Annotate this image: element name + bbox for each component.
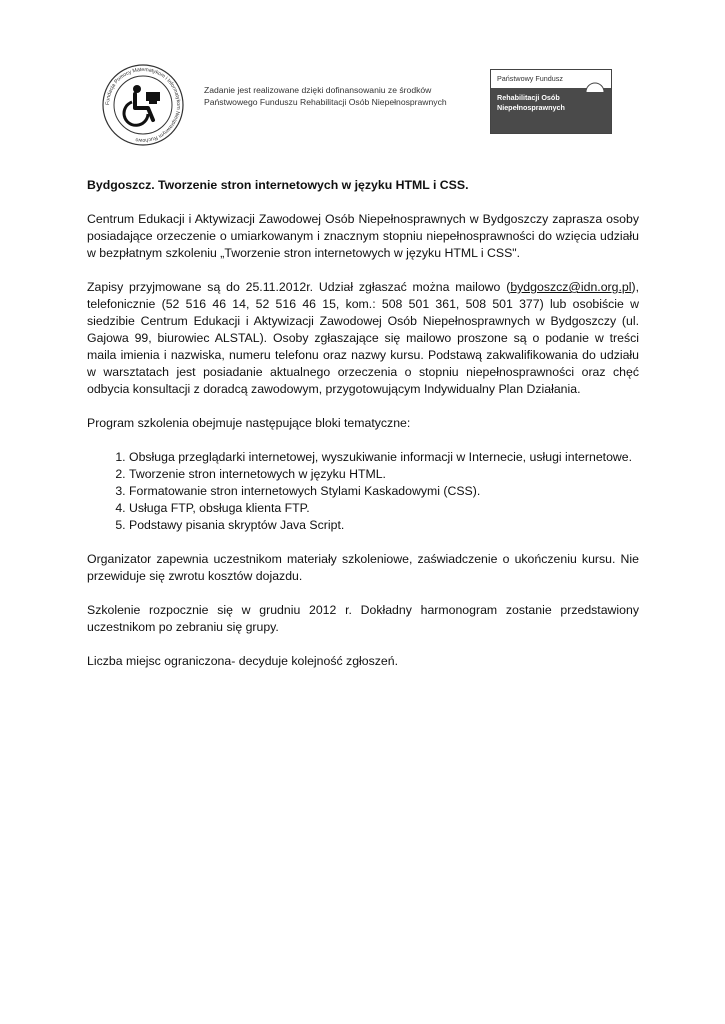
paragraph-seat-limit: Liczba miejsc ograniczona- decyduje kolejność zgłoszeń.	[87, 654, 399, 668]
paragraph-registration	[87, 279, 639, 398]
document-title: Bydgoszcz. Tworzenie stron internetowych w języku HTML i CSS.	[87, 178, 469, 192]
list-item: 4. Usługa FTP, obsługa klienta FTP.	[129, 500, 639, 517]
paragraph-materials: Organizator zapewnia uczestnikom materiały szkoleniowe, zaświadczenie o ukończeniu kursu. Nie przewiduje się zwrotu kosztów dojazdu.	[87, 552, 639, 583]
document-body	[87, 177, 639, 670]
pfron-logo-top-text: Państwowy Fundusz	[491, 70, 611, 88]
funding-note-line-1: Zadanie jest realizowane dzięki dofinansowaniu ze środków	[204, 85, 432, 95]
svg-text:Fundacja Pomocy Matematykom i	[105, 67, 181, 143]
document-header	[0, 0, 725, 150]
pfron-logo-line-2: Niepełnosprawnych	[497, 103, 565, 112]
paragraph-invitation: Centrum Edukacji i Aktywizacji Zawodowej Osób Niepełnosprawnych w Bydgoszczy zaprasza osoby posiadające orzeczenie o umiarkowanym i znacznym stopniu niepełnosprawności do wzięcia udziału w bezpłatnym szkoleniu „Tworzenie stron internetowych w języku HTML i CSS".	[87, 212, 639, 260]
email-link[interactable]: bydgoszcz@idn.org.pl	[510, 280, 632, 294]
foundation-logo-ring-text: Fundacja Pomocy Matematykom i Informatykom Niesprawnym Ruchowo	[104, 66, 182, 144]
paragraph-start-date: Szkolenie rozpocznie się w grudniu 2012 r. Dokładny harmonogram zostanie przedstawiony uczestnikom po zebraniu się grupy.	[87, 603, 639, 634]
program-intro: Program szkolenia obejmuje następujące bloki tematyczne:	[87, 416, 411, 430]
pfron-logo	[490, 69, 612, 134]
pfron-logo-line-1: Rehabilitacji Osób	[497, 93, 560, 102]
list-item: 5. Podstawy pisania skryptów Java Script.	[129, 517, 639, 534]
wheelchair-icon	[124, 85, 160, 125]
list-item: 3. Formatowanie stron internetowych Stylami Kaskadowymi (CSS).	[129, 483, 639, 500]
funding-note-line-2: Państwowego Funduszu Rehabilitacji Osób Niepełnosprawnych	[204, 97, 447, 107]
list-item: 1. Obsługa przeglądarki internetowej, wyszukiwanie informacji w Internecie, usługi internetowe.	[129, 449, 639, 466]
registration-text-end: ), telefonicznie (52 516 46 14, 52 516 46 15, kom.: 508 501 361, 508 501 377) lub osobiście w siedzibie Centrum Edukacji i Aktywizacji Zawodowej Osób Niepełnosprawnych w Bydgoszczy (ul. Gajowa 99, biurowiec ALSTAL). Osoby zgłaszające się mailowo proszone są o podanie w treści maila imienia i nazwiska, numeru telefonu oraz nazwy kursu. Podstawą zakwalifikowania do udziału w warsztatach jest posiadanie aktualnego orzeczenia o stopniu niepełnosprawności oraz chęć odbycia konsultacji z doradcą zawodowym, przygotowującym Indywidualny Plan Działania.	[87, 280, 639, 396]
pfron-arc-icon	[585, 82, 605, 102]
funding-note	[204, 84, 484, 108]
foundation-logo	[100, 62, 186, 148]
list-item: 2. Tworzenie stron internetowych w języku HTML.	[129, 466, 639, 483]
registration-text-start: Zapisy przyjmowane są do 25.11.2012r. Udział zgłaszać można mailowo (	[87, 280, 511, 294]
program-list	[87, 449, 639, 534]
